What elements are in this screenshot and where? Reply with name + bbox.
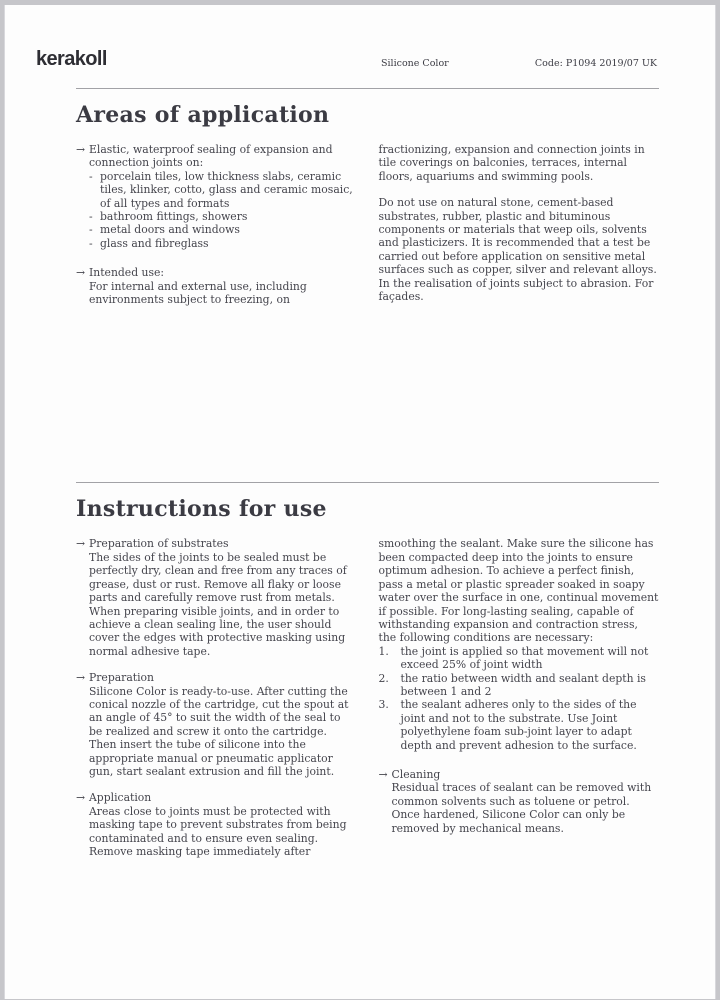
bullet-body: Residual traces of sealant can be removed with common solvents such as toluene or petrol. Once hardened, Silicone Color can only be removed by mechanical means. — [391, 781, 652, 835]
numbered-item-text: the joint is applied so that movement will not exceed 25% of joint width — [400, 644, 649, 672]
section-instructions-for-use — [5, 496, 715, 871]
header-divider — [76, 88, 659, 89]
arrow-bullet-icon: → — [76, 266, 86, 280]
sub-bullet — [89, 237, 357, 250]
bullet-body: For internal and external use, including environments subject to freezing, on — [89, 279, 307, 307]
arrow-bullet-icon: → — [76, 143, 86, 156]
document-page — [4, 5, 716, 999]
bullet-heading: Preparation of substrates — [89, 537, 229, 551]
bullet-intended-use — [76, 266, 357, 306]
bullet-body: Silicone Color is ready-to-use. After cutting the conical nozzle of the cartridge, cut the spout at an angle of 45° to suit the width of the seal to be realized and screw it onto the cartridge. Then insert the tube of silicone into the appropriate manual or pneumatic applicator gun, start sealant extrusion and fill the joint. — [89, 684, 349, 778]
page-header — [5, 5, 715, 88]
item-number: 1. — [378, 644, 389, 658]
sub-bullet-text: bathroom fittings, showers — [100, 210, 248, 224]
item-number: 2. — [378, 671, 389, 685]
bullet-heading: Intended use: — [89, 266, 165, 280]
kerakoll-logo: kerakoll — [36, 48, 107, 70]
numbered-item — [379, 672, 660, 699]
bullet-preparation-of-substrates — [76, 537, 357, 658]
bullet-application — [76, 791, 357, 858]
areas-left-column — [76, 143, 357, 319]
areas-right-column — [379, 143, 660, 319]
section-title-instructions: Instructions for use — [76, 496, 327, 523]
bullet-preparation — [76, 671, 357, 778]
bullet-body: Areas close to joints must be protected with masking tape to prevent substrates from being contaminated and to ensure even sealing. Remove masking tape immediately after — [89, 804, 347, 858]
arrow-bullet-icon: → — [76, 537, 86, 551]
dash-bullet-icon: - — [89, 223, 93, 237]
bullet-heading: Application — [89, 791, 152, 805]
section-divider — [76, 482, 659, 483]
dash-bullet-icon: - — [89, 210, 93, 224]
sub-bullet-text: metal doors and windows — [100, 223, 240, 237]
numbered-item-text: the sealant adheres only to the sides of the joint and not to the substrate. Use Joint polyethylene foam sub-joint layer to adapt depth and prevent adhesion to the surface. — [400, 698, 637, 752]
arrow-bullet-icon: → — [76, 791, 86, 805]
sub-bullet — [89, 223, 357, 236]
arrow-bullet-icon: → — [76, 671, 86, 685]
document-code: Code: P1094 2019/07 UK — [534, 58, 657, 69]
bullet-cleaning — [379, 768, 660, 835]
sub-bullet-text: glass and fibreglass — [100, 236, 209, 250]
sub-bullet — [89, 210, 357, 223]
document-title: Silicone Color — [381, 58, 449, 69]
section-areas-of-application — [5, 102, 715, 482]
dash-bullet-icon: - — [89, 169, 93, 183]
sub-bullet — [89, 170, 357, 210]
numbered-item-text: the ratio between width and sealant depth is between 1 and 2 — [400, 671, 646, 698]
sub-bullet-text: porcelain tiles, low thickness slabs, ceramic tiles, klinker, cotto, glass and ceramic mosaic, of all types and formats — [100, 169, 353, 210]
instructions-right-column — [379, 537, 660, 871]
item-number: 3. — [378, 698, 389, 712]
arrow-bullet-icon: → — [378, 767, 388, 781]
bullet-body: The sides of the joints to be sealed must be perfectly dry, clean and free from any traces of grease, dust or rust. Remove all flaky or loose parts and carefully remove rust from metals. When preparing visible joints, and in order to achieve a clean sealing line, the user should cover the edges with protective masking using normal adhesive tape. — [89, 550, 347, 658]
paragraph: fractionizing, expansion and connection joints in tile coverings on balconies, terraces, internal floors, aquariums and swimming pools. — [378, 143, 645, 183]
section-title-areas: Areas of application — [76, 102, 330, 128]
instructions-left-column — [76, 537, 357, 871]
paragraph: smoothing the sealant. Make sure the silicone has been compacted deep into the joints to ensure optimum adhesion. To achieve a perfect finish, pass a metal or plastic spreader soaked in soapy water over the surface in one, continual movement if possible. For long-lasting sealing, capable of withstanding expansion and contraction stress, the following conditions are necessary: — [378, 537, 659, 645]
bullet-heading: Cleaning — [391, 767, 441, 781]
bullet-heading: Preparation — [89, 671, 155, 685]
conditions-numbered-list — [379, 645, 660, 752]
bullet-elastic-sealing — [76, 143, 357, 250]
numbered-item — [379, 645, 660, 672]
paragraph: Do not use on natural stone, cement-based substrates, rubber, plastic and bituminous components or materials that weep oils, solvents and plasticizers. It is recommended that a test be carried out before application on sensitive metal surfaces such as copper, silver and relevant alloys. In the realisation of joints subject to abrasion. For façades. — [378, 196, 657, 304]
numbered-item — [379, 698, 660, 752]
dash-bullet-icon: - — [89, 236, 93, 250]
bullet-lead: Elastic, waterproof sealing of expansion and connection joints on: — [89, 143, 333, 170]
